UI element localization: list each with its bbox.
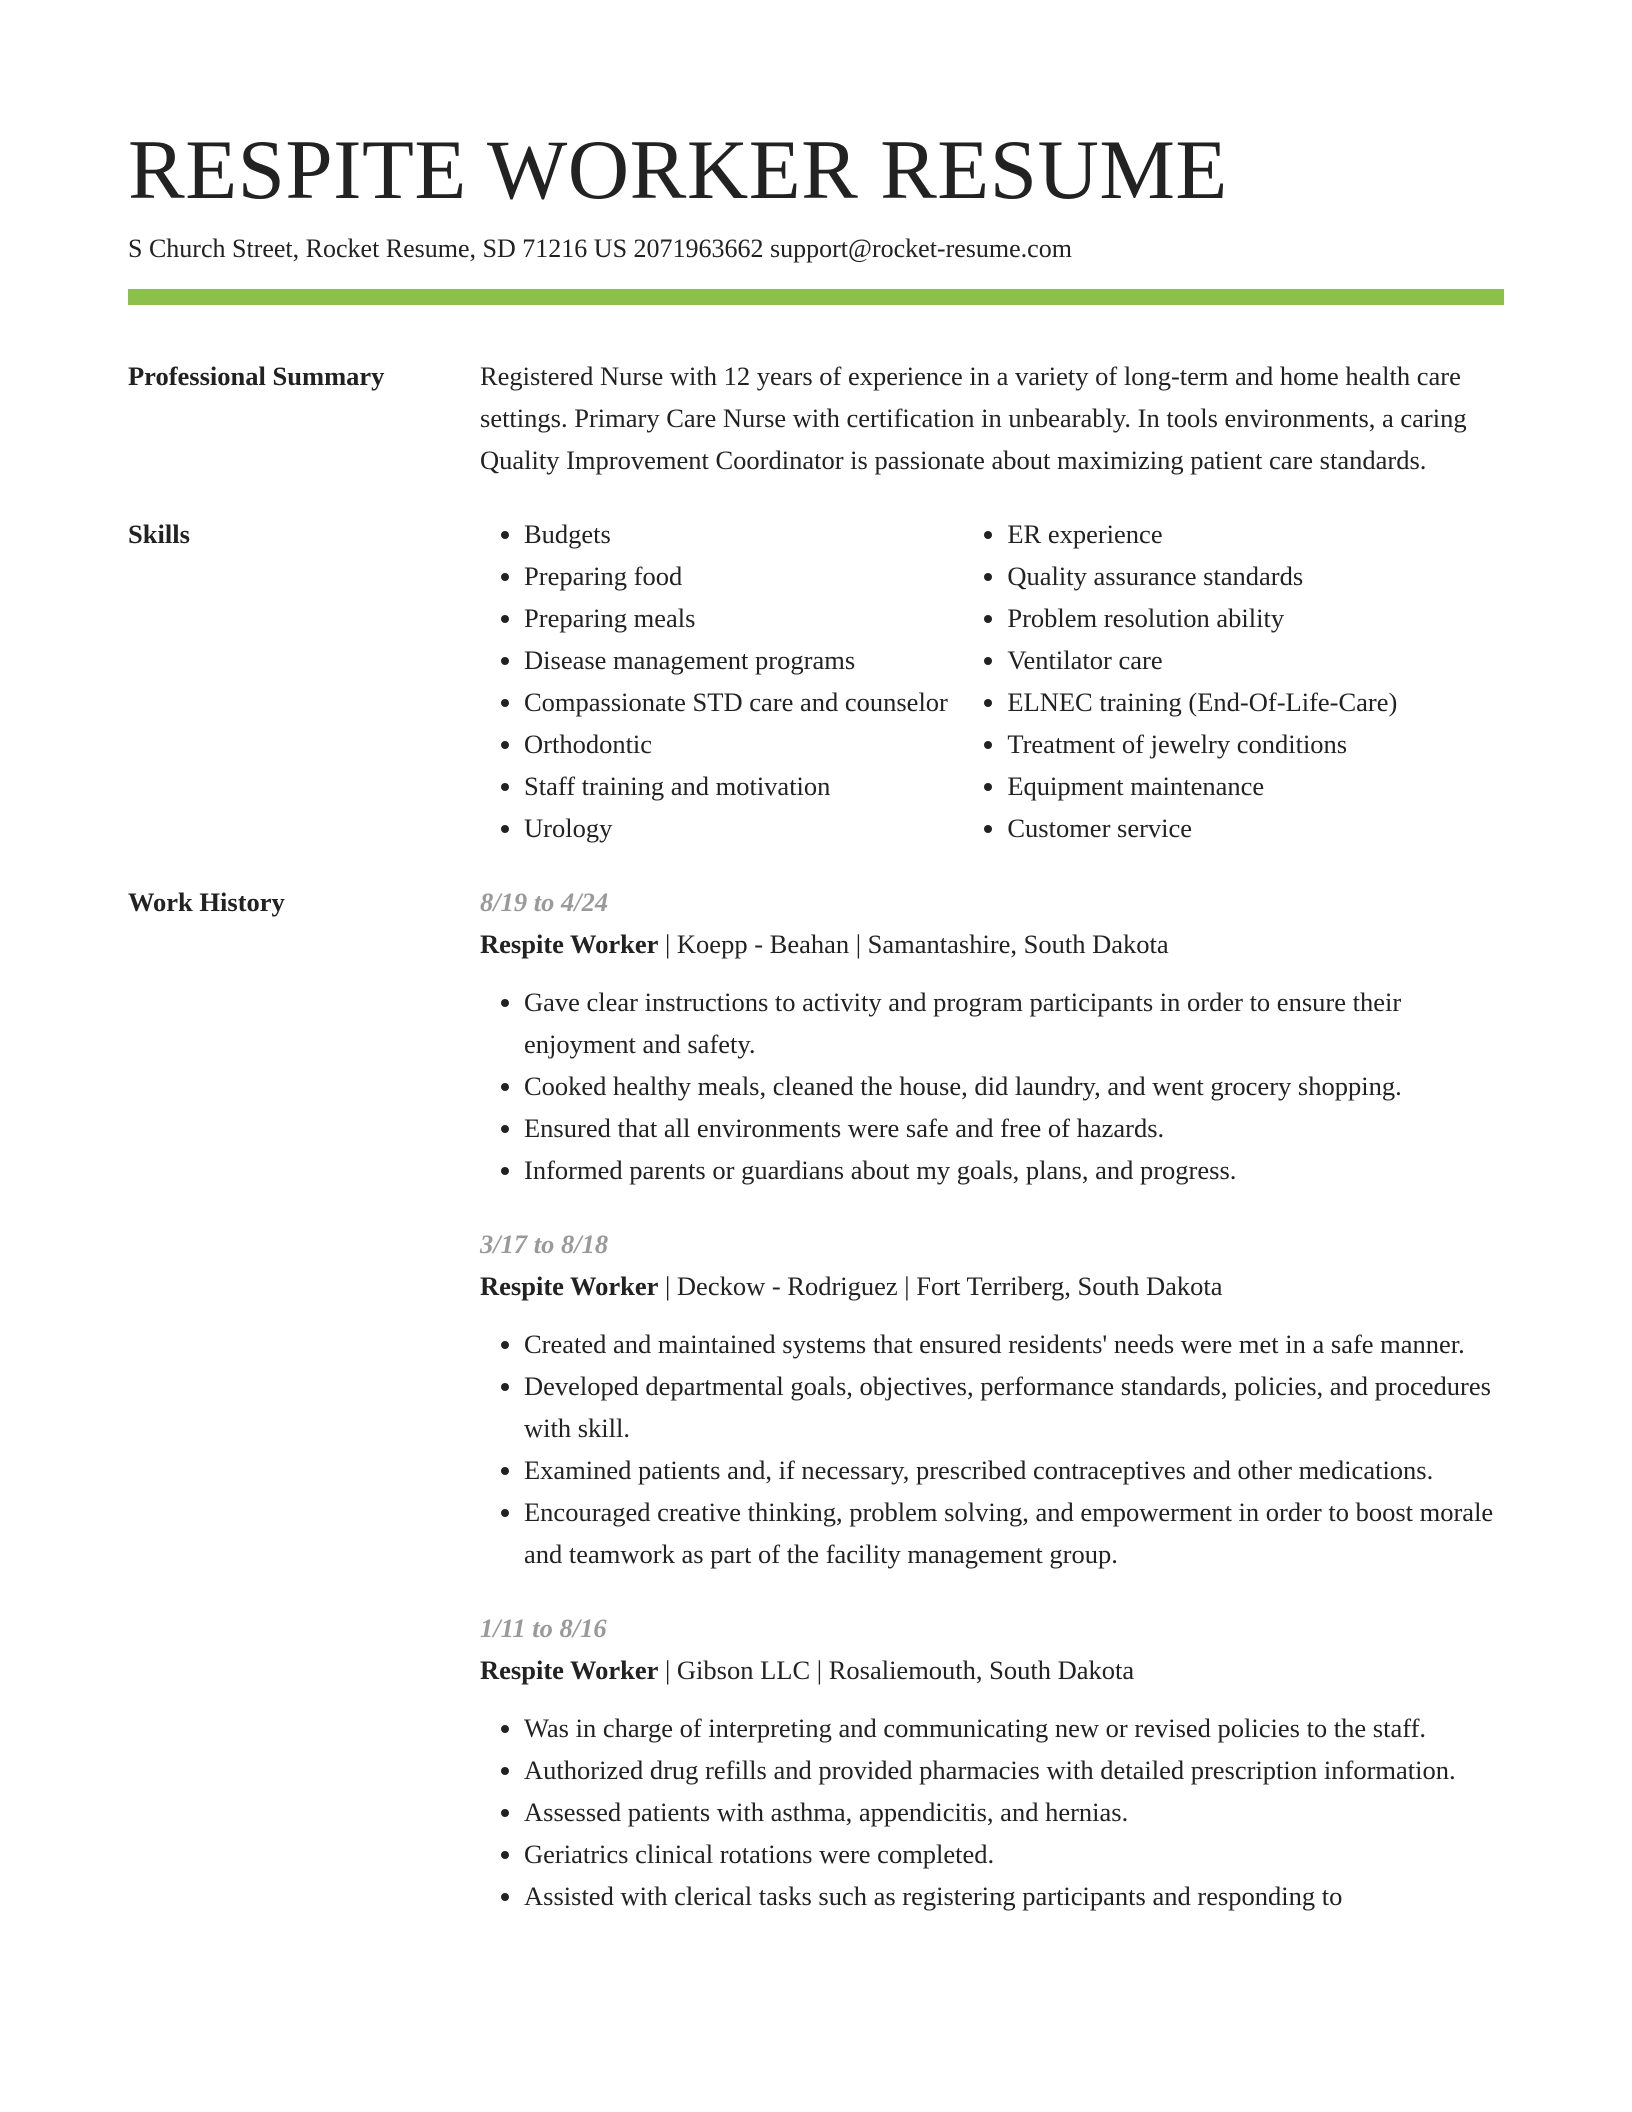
skill-item: • Quality assurance standards: [1007, 555, 1504, 597]
skill-item: • Staff training and motivation: [524, 765, 963, 807]
job-bullet-list: [480, 981, 1504, 1191]
skill-item: • Equipment maintenance: [1007, 765, 1504, 807]
work-history-section: [128, 881, 1504, 1917]
job-entry: [480, 1223, 1504, 1575]
job-bullet: • Was in charge of interpreting and communicating new or revised policies to the staff.: [524, 1707, 1504, 1749]
job-bullet: • Informed parents or guardians about my goals, plans, and progress.: [524, 1149, 1504, 1191]
job-bullet: • Developed departmental goals, objectives, performance standards, policies, and procedures with skill.: [524, 1365, 1504, 1449]
job-bullet: • Ensured that all environments were safe and free of hazards.: [524, 1107, 1504, 1149]
job-details: | Deckow - Rodriguez | Fort Terriberg, South Dakota: [658, 1271, 1223, 1301]
skill-item: • Compassionate STD care and counselor: [524, 681, 963, 723]
skill-item: • ELNEC training (End-Of-Life-Care): [1007, 681, 1504, 723]
skill-item: • ER experience: [1007, 513, 1504, 555]
section-label-work-history: Work History: [128, 887, 285, 917]
skill-item: • Preparing meals: [524, 597, 963, 639]
job-bullet: • Assisted with clerical tasks such as registering participants and responding to: [524, 1875, 1504, 1917]
job-bullet-list: [480, 1707, 1504, 1917]
skill-item: • Problem resolution ability: [1007, 597, 1504, 639]
job-bullet: • Gave clear instructions to activity and program participants in order to ensure their enjoyment and safety.: [524, 981, 1504, 1065]
work-history-body: [480, 881, 1504, 1917]
summary-text: Registered Nurse with 12 years of experience in a variety of long-term and home health care settings. Primary Care Nurse with certification in unbearably. In tools environments, a caring Quality Improvement Coordinator is passionate about maximizing patient care standards.: [480, 361, 1467, 475]
job-date: 8/19 to 4/24: [480, 887, 609, 917]
skill-item: • Ventilator care: [1007, 639, 1504, 681]
header-accent-rule: [128, 289, 1504, 305]
skills-list-left: [480, 513, 963, 849]
skill-item: • Urology: [524, 807, 963, 849]
skill-item: • Budgets: [524, 513, 963, 555]
job-title: Respite Worker: [480, 929, 659, 959]
contact-line: S Church Street, Rocket Resume, SD 71216 US 2071963662 support@rocket-resume.com: [128, 234, 1072, 263]
job-details: | Koepp - Beahan | Samantashire, South Dakota: [658, 929, 1169, 959]
section-label-summary: Professional Summary: [128, 361, 385, 391]
resume-title: RESPITE WORKER RESUME: [128, 123, 1228, 217]
job-header: [480, 923, 1504, 965]
job-bullet: • Assessed patients with asthma, appendicitis, and hernias.: [524, 1791, 1504, 1833]
skill-item: • Orthodontic: [524, 723, 963, 765]
job-date: 3/17 to 8/18: [480, 1229, 609, 1259]
skill-item: • Preparing food: [524, 555, 963, 597]
job-title: Respite Worker: [480, 1271, 659, 1301]
job-bullet: • Encouraged creative thinking, problem solving, and empowerment in order to boost morale and teamwork as part of the facility management group.: [524, 1491, 1504, 1575]
job-bullet: • Cooked healthy meals, cleaned the house, did laundry, and went grocery shopping.: [524, 1065, 1504, 1107]
job-bullet: • Examined patients and, if necessary, prescribed contraceptives and other medications.: [524, 1449, 1504, 1491]
job-bullet-list: [480, 1323, 1504, 1575]
job-entry: [480, 881, 1504, 1191]
section-label-skills: Skills: [128, 519, 190, 549]
skills-columns: [480, 513, 1504, 849]
job-date: 1/11 to 8/16: [480, 1613, 607, 1643]
job-bullet: • Created and maintained systems that ensured residents' needs were met in a safe manner.: [524, 1323, 1504, 1365]
job-header: [480, 1649, 1504, 1691]
skill-item: • Disease management programs: [524, 639, 963, 681]
job-header: [480, 1265, 1504, 1307]
job-bullet: • Authorized drug refills and provided pharmacies with detailed prescription information.: [524, 1749, 1504, 1791]
job-details: | Gibson LLC | Rosaliemouth, South Dakota: [658, 1655, 1135, 1685]
skill-item: • Treatment of jewelry conditions: [1007, 723, 1504, 765]
job-title: Respite Worker: [480, 1655, 659, 1685]
professional-summary-section: [128, 355, 1504, 481]
skills-list-right: [963, 513, 1504, 849]
skill-item: • Customer service: [1007, 807, 1504, 849]
skills-section: [128, 513, 1504, 849]
job-entry: [480, 1607, 1504, 1917]
job-bullet: • Geriatrics clinical rotations were completed.: [524, 1833, 1504, 1875]
resume-page: [128, 0, 1504, 1917]
